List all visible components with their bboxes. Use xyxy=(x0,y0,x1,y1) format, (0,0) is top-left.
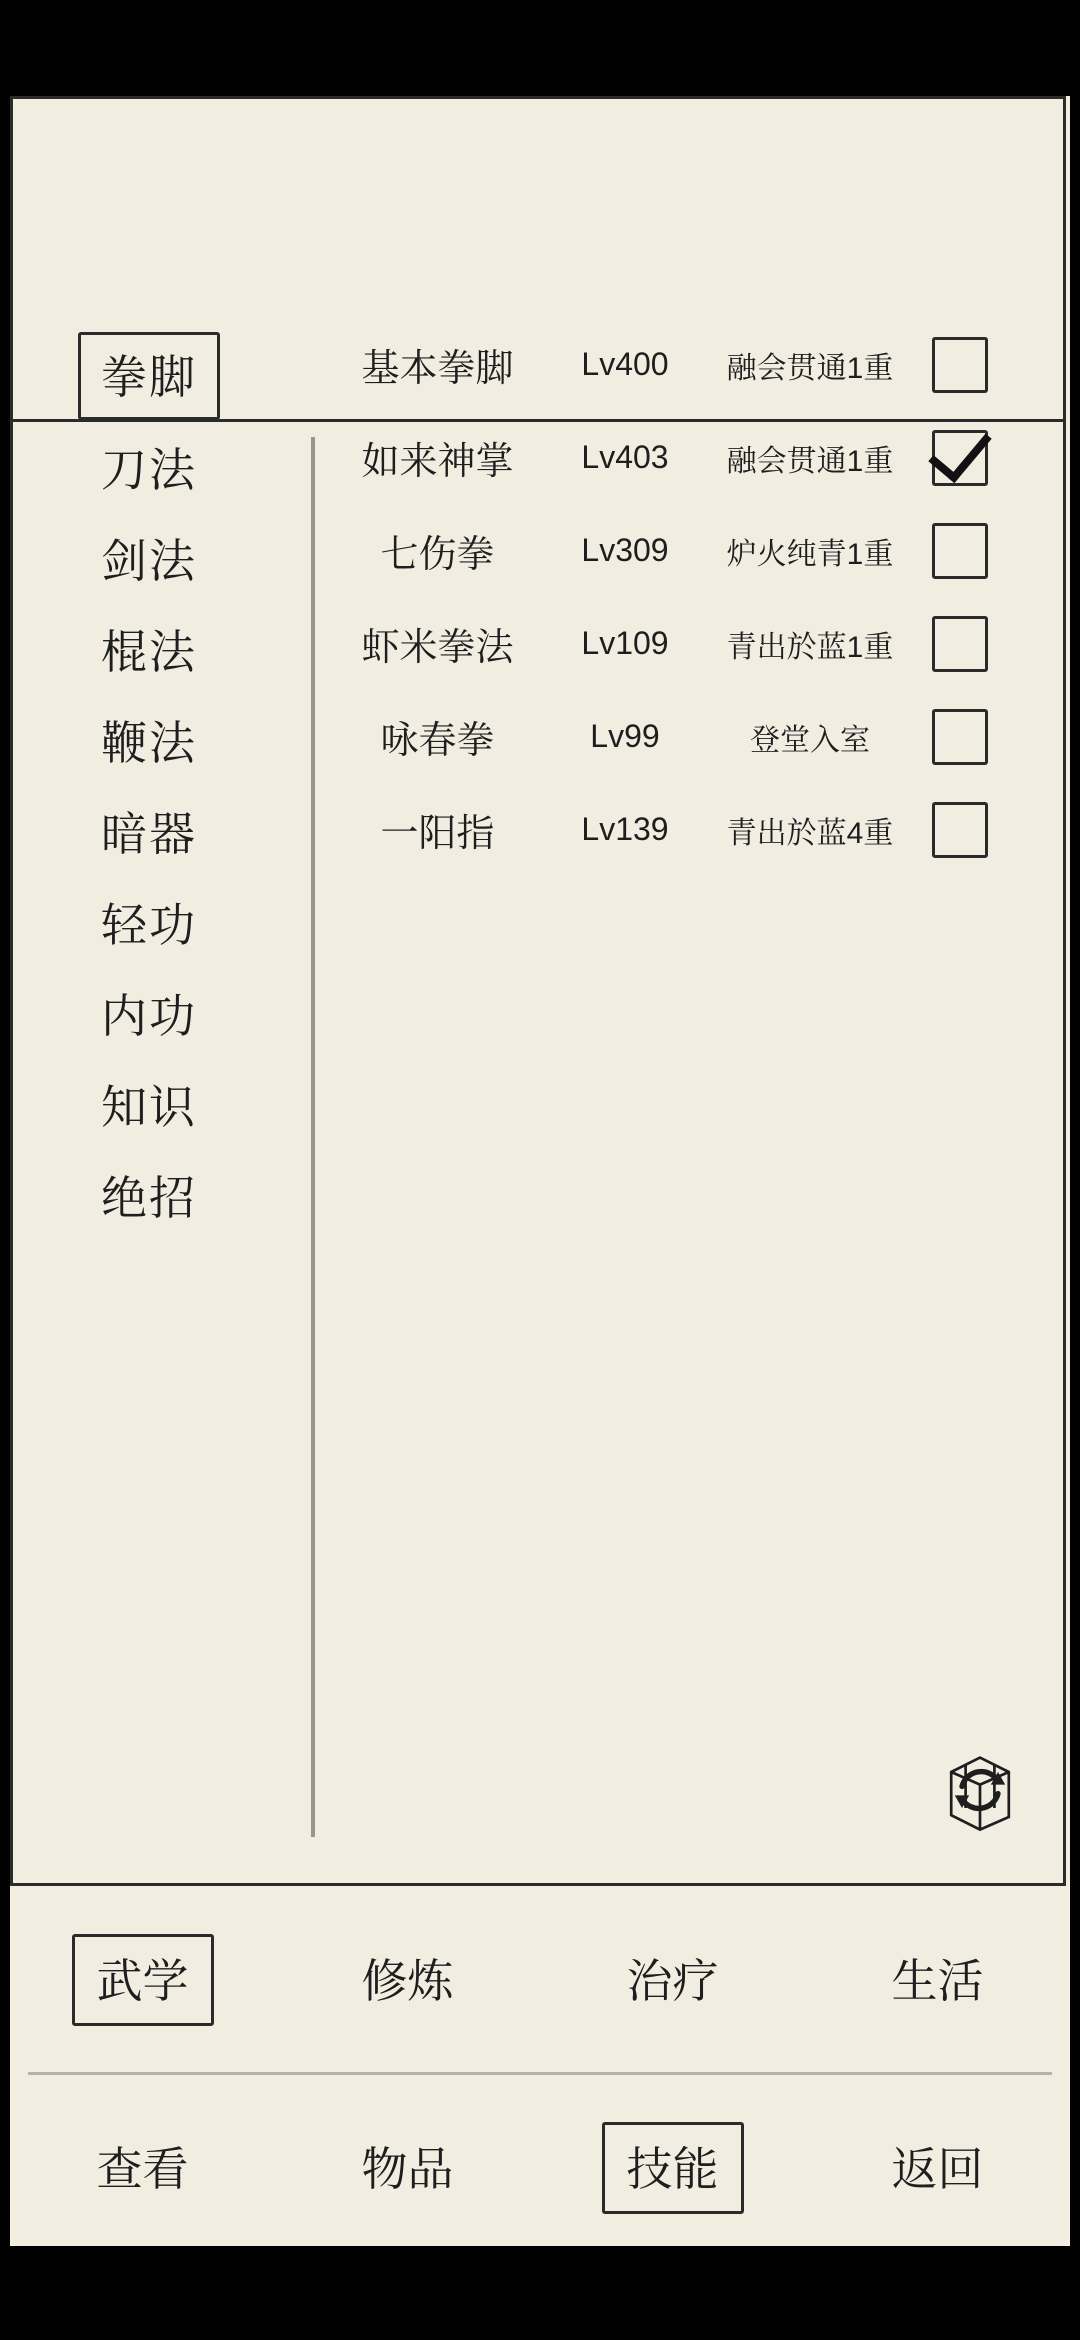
skill-checkbox[interactable] xyxy=(932,802,988,858)
skill-checkbox[interactable] xyxy=(932,709,988,765)
skill-checkbox[interactable] xyxy=(932,430,988,486)
skill-level: Lv109 xyxy=(581,625,669,661)
skill-list xyxy=(320,318,1040,876)
skill-name: 咏春拳 xyxy=(380,720,495,762)
skill-stage: 炉火纯青1重 xyxy=(726,537,894,571)
category-label: 知识 xyxy=(101,1080,197,1133)
skill-name: 如来神掌 xyxy=(361,441,514,483)
skill-category-list xyxy=(14,330,284,1240)
skill-stage: 融会贯通1重 xyxy=(726,444,894,478)
skill-checkbox-cell[interactable] xyxy=(925,802,995,858)
category-item-juezhao[interactable] xyxy=(14,1149,284,1240)
category-item-neigong[interactable] xyxy=(14,967,284,1058)
skill-row[interactable] xyxy=(320,783,1040,876)
tab-label: 武学 xyxy=(72,1934,214,2026)
tab-label: 生活 xyxy=(891,1955,984,2007)
skill-checkbox-cell[interactable] xyxy=(925,430,995,486)
nav-jineng[interactable] xyxy=(540,2122,805,2214)
category-item-bianfa[interactable] xyxy=(14,694,284,785)
bottom-nav xyxy=(10,2090,1070,2246)
skill-row[interactable] xyxy=(320,411,1040,504)
skill-name: 基本拳脚 xyxy=(361,348,514,390)
skill-name: 七伤拳 xyxy=(380,534,495,576)
category-item-quanjiao[interactable] xyxy=(14,330,284,421)
skill-name: 一阳指 xyxy=(380,813,495,855)
category-label: 拳脚 xyxy=(78,332,220,420)
category-item-qinggong[interactable] xyxy=(14,876,284,967)
category-item-gunfa[interactable] xyxy=(14,603,284,694)
category-label: 棍法 xyxy=(101,625,197,678)
skill-stage: 融会贯通1重 xyxy=(726,351,894,385)
skill-checkbox-cell[interactable] xyxy=(925,709,995,765)
skill-row[interactable] xyxy=(320,504,1040,597)
skill-row[interactable] xyxy=(320,597,1040,690)
skill-stage: 青出於蓝1重 xyxy=(726,630,894,664)
category-label: 剑法 xyxy=(101,534,197,587)
tab-zhiliao[interactable] xyxy=(540,1937,805,2023)
category-label: 鞭法 xyxy=(101,716,197,769)
category-label: 暗器 xyxy=(101,807,197,860)
skill-level: Lv99 xyxy=(590,718,660,754)
nav-label: 查看 xyxy=(96,2143,189,2195)
tab-shenghuo[interactable] xyxy=(805,1937,1070,2023)
nav-label: 技能 xyxy=(602,2122,744,2214)
skill-checkbox[interactable] xyxy=(932,616,988,672)
skill-checkbox-cell[interactable] xyxy=(925,337,995,393)
nav-chakan[interactable] xyxy=(10,2125,275,2211)
skill-stage: 青出於蓝4重 xyxy=(726,816,894,850)
tab-label: 治疗 xyxy=(626,1955,719,2007)
category-label: 轻功 xyxy=(101,898,197,951)
refresh-icon[interactable] xyxy=(935,1745,1025,1835)
category-item-anqi[interactable] xyxy=(14,785,284,876)
category-label: 内功 xyxy=(101,989,197,1042)
nav-label: 物品 xyxy=(361,2143,454,2195)
category-label: 刀法 xyxy=(101,443,197,496)
skill-level: Lv400 xyxy=(581,346,669,382)
category-item-daofa[interactable] xyxy=(14,421,284,512)
nav-fanhui[interactable] xyxy=(805,2125,1070,2211)
skill-row[interactable] xyxy=(320,690,1040,783)
skill-checkbox[interactable] xyxy=(932,337,988,393)
skill-row[interactable] xyxy=(320,318,1040,411)
tab-xiulian[interactable] xyxy=(275,1937,540,2023)
tab-wuxue[interactable] xyxy=(10,1934,275,2026)
category-item-zhishi[interactable] xyxy=(14,1058,284,1149)
skill-stage: 登堂入室 xyxy=(750,723,870,757)
skill-checkbox[interactable] xyxy=(932,523,988,579)
skill-name: 虾米拳法 xyxy=(361,627,514,669)
tab-bar xyxy=(10,1900,1070,2060)
skill-checkbox-cell[interactable] xyxy=(925,523,995,579)
nav-wupin[interactable] xyxy=(275,2125,540,2211)
skill-checkbox-cell[interactable] xyxy=(925,616,995,672)
skill-level: Lv139 xyxy=(581,811,669,847)
nav-label: 返回 xyxy=(891,2143,984,2195)
skill-level: Lv309 xyxy=(581,532,669,568)
category-label: 绝招 xyxy=(101,1171,197,1224)
bottom-divider xyxy=(28,2072,1052,2075)
panel-column-divider xyxy=(311,437,315,1837)
category-item-jianfa[interactable] xyxy=(14,512,284,603)
skill-level: Lv403 xyxy=(581,439,669,475)
tab-label: 修炼 xyxy=(361,1955,454,2007)
